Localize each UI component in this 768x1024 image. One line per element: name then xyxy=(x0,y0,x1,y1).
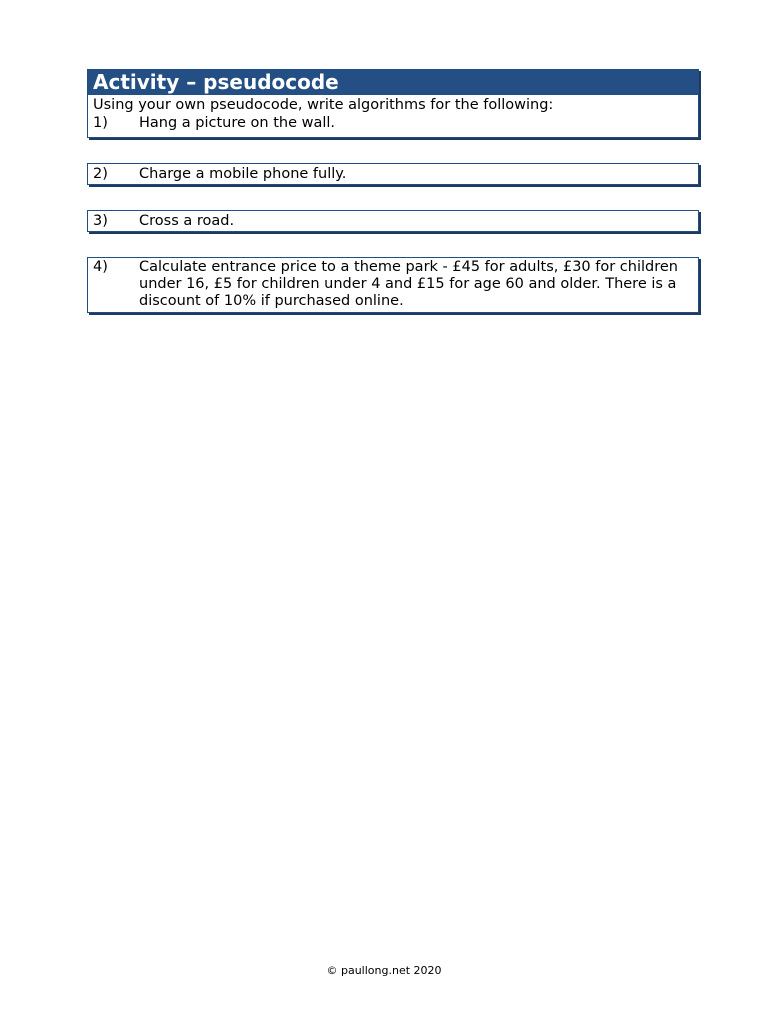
task-item-2 xyxy=(88,166,698,183)
task-number: 2) xyxy=(93,166,108,182)
activity-intro: Using your own pseudocode, write algorithms for the following: xyxy=(93,97,554,113)
task-item-3 xyxy=(88,213,698,230)
task-item-4 xyxy=(88,259,698,310)
task-number: 1) xyxy=(93,115,108,131)
task-number: 4) xyxy=(93,259,108,275)
task-number: 3) xyxy=(93,213,108,229)
task-box-2 xyxy=(87,163,699,185)
copyright-footer: © paullong.net 2020 xyxy=(326,964,442,977)
task-text: Cross a road. xyxy=(139,213,235,229)
task-box-4 xyxy=(87,257,699,313)
task-item-1 xyxy=(88,115,698,132)
task-text: Calculate entrance price to a theme park - £45 for adults, £30 for children under 16, £5 for children under 4 and £15 for age 60 and older. There is a discount of 10% if purchased online. xyxy=(139,259,678,309)
task-text: Hang a picture on the wall. xyxy=(139,115,336,131)
task-text: Charge a mobile phone fully. xyxy=(139,166,347,182)
activity-box xyxy=(87,69,699,138)
activity-title: Activity – pseudocode xyxy=(88,70,698,95)
task-box-3 xyxy=(87,210,699,232)
